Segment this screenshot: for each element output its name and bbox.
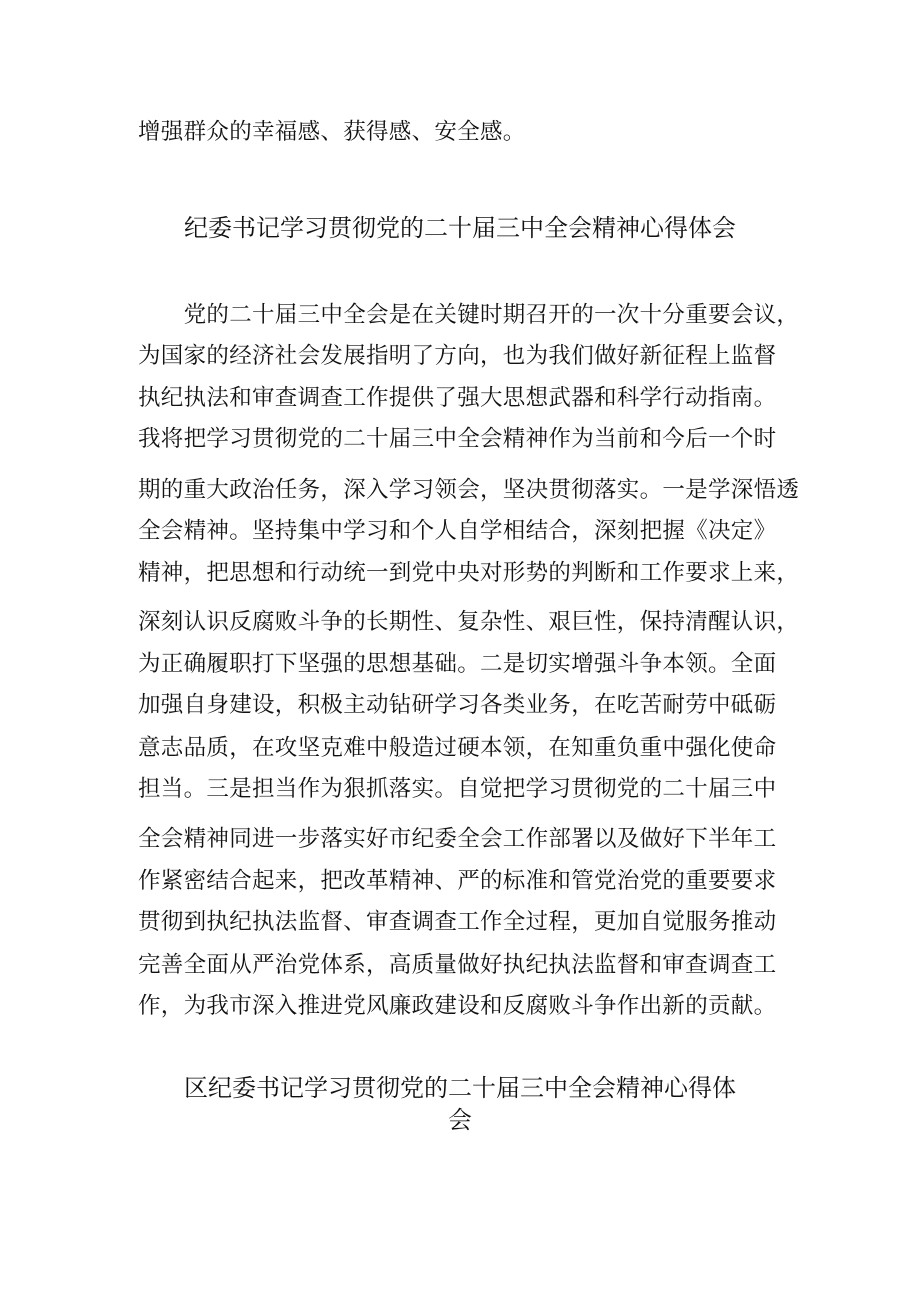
body-line: 为国家的经济社会发展指明了方向，也为我们做好新征程上监督 [138,343,777,369]
section2-title-line1: 区纪委书记学习贯彻党的二十届三中全会精神心得体 [184,1074,736,1102]
section1-title: 纪委书记学习贯彻党的二十届三中全会精神心得体会 [184,214,736,242]
body-line: 全会精神同进一步落实好市纪委全会工作部署以及做好下半年工 [138,826,777,852]
body-line: 贯彻到执纪执法监督、审查调查工作全过程，更加自觉服务推动 [138,909,777,935]
body-line: 意志品质，在攻坚克难中般造过硬本领，在知重负重中强化使命 [138,735,777,761]
body-line: 作紧密结合起来，把改革精神、严的标准和管党治党的重要要求 [138,868,777,894]
body-line: 精神，把思想和行动统一到党中央对形势的判断和工作要求上来， [138,560,800,586]
body-line: 深刻认识反腐败斗争的长期性、复杂性、艰巨性，保持清醒认识， [138,609,800,635]
body-line: 执纪执法和审查调查工作提供了强大思想武器和科学行动指南。 [138,385,777,411]
body-line: 作，为我市深入推进党风廉政建设和反腐败斗争作出新的贡献。 [138,993,777,1019]
body-line: 完善全面从严治党体系，高质量做好执纪执法监督和审查调查工 [138,952,777,978]
body-line: 期的重大政治任务，深入学习领会，坚决贯彻落实。一是学深悟透 [138,477,800,503]
body-line: 为正确履职打下坚强的思想基础。二是切实增强斗争本领。全面 [138,651,777,677]
body-line: 担当。三是担当作为狠抓落实。自觉把学习贯彻党的二十届三中 [138,776,777,802]
body-line: 全会精神。坚持集中学习和个人自学相结合，深刻把握《决定》 [138,518,777,544]
section2-title-line2: 会 [448,1106,472,1134]
body-line: 加强自身建设，积极主动钻研学习各类业务，在吃苦耐劳中砥砺 [138,692,777,718]
body-line: 我将把学习贯彻党的二十届三中全会精神作为当前和今后一个时 [138,426,777,452]
intro-tail-line: 增强群众的幸福感、获得感、安全感。 [138,119,526,145]
body-line: 党的二十届三中全会是在关键时期召开的一次十分重要会议， [138,302,800,328]
